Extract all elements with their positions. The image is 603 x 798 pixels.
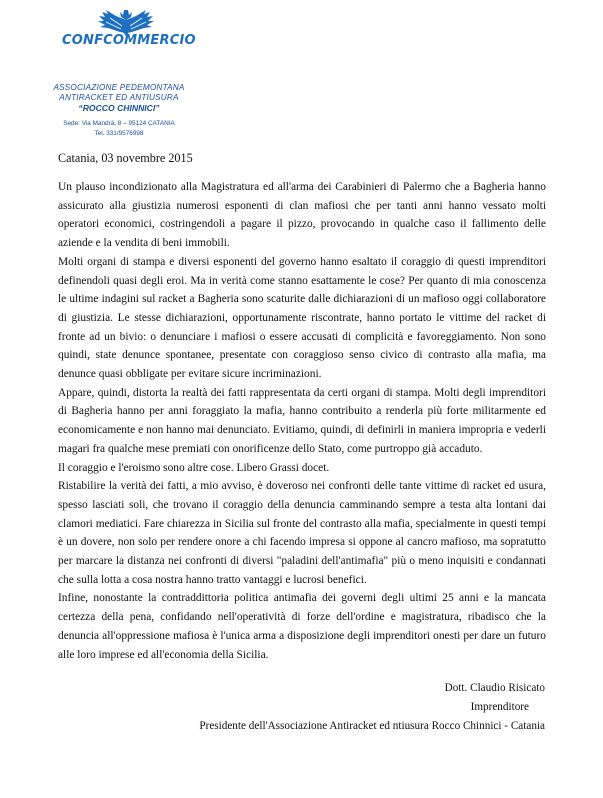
address-line: Sede: Via Mandrà, 8 – 95124 CATANIA xyxy=(63,120,175,127)
signatory-name: Dott. Claudio Risicato xyxy=(444,682,545,694)
association-line-3: “ROCCO CHINNICI” xyxy=(78,103,160,114)
association-line-2: ANTIRACKET ED ANTIUSURA xyxy=(59,93,179,103)
paragraph: Un plauso incondizionato alla Magistratura ed all'arma dei Carabinieri di Palermo che a Bagheria hanno assicurato alla giustizia numerosi esponenti di clan mafiosi che per tanti anni hanno vessato molti operatori economici, costringendoli a pagare il pizzo, provocando in qualche caso il fallimento delle aziende e la vendita di beni immobili. xyxy=(58,181,546,250)
signatory-title: Presidente dell'Associazione Antiracket ed ntiusura Rocco Chinnici - Catania xyxy=(199,720,545,732)
signatory-role: Imprenditore xyxy=(470,701,529,713)
phone-line: Tel. 331/9576998 xyxy=(94,130,144,137)
letterhead xyxy=(0,0,260,150)
signature-block xyxy=(199,679,545,736)
confcommercio-logo xyxy=(62,6,196,54)
paragraph: Appare, quindi, distorta la realtà dei fatti rappresentata da certi organi di stampa. Molti degli imprenditori di Bagheria hanno per anni foraggiato la mafia, hanno contribuito a renderla più forte militarmente ed economicamente e non hanno mai denunciato. Evitiamo, quindi, di definirli in maniera impropria e vederli magari fra qualche mese premiati con onorificenze dello Stato, come purtroppo già accaduto. xyxy=(58,386,546,455)
paragraph: Ristabilire la verità dei fatti, a mio avviso, è doveroso nei confronti delle tante vittime di racket ed usura, spesso lasciati soli, che trovano il coraggio della denuncia camminando sempre a testa alta lontani dai clamori mediatici. Fare chiarezza in Sicilia sul fronte del contrasto alla mafia, specialmente in questi tempi è un dovere, non solo per rendere onore a chi facendo impresa si oppone al cancro mafioso, ma sopratutto per marcare la distanza nei confronti di diversi "paladini dell'antimafia" più o meno inquisiti e condannati che sulla lotta a cosa nostra hanno tratto vantaggi e lucrosi benefici. xyxy=(58,480,546,586)
association-contact xyxy=(44,119,194,139)
association-line-1: ASSOCIAZIONE PEDEMONTANA xyxy=(53,83,185,92)
brand-name: CONFCOMMERCIO xyxy=(62,33,196,48)
paragraph: Infine, nonostante la contraddittoria politica antimafia dei governi degli ultimi 25 anni e la mancata certezza della pena, confidando nell'operatività di forze dell'ordine e magistratura, ribadisco che la denuncia all'oppressione mafiosa è l'unica arma a disposizione degli imprenditori onesti per dare un futuro alle loro imprese ed all'economia della Sicilia. xyxy=(58,592,546,661)
date-line: Catania, 03 novembre 2015 xyxy=(58,151,193,165)
letter-body xyxy=(58,178,546,664)
paragraph: Il coraggio e l'eroismo sono altre cose. Libero Grassi docet. xyxy=(58,461,330,474)
paragraph: Molti organi di stampa e diversi esponenti del governo hanno esaltato il coraggio di questi imprenditori definendoli quasi degli eroi. Ma in verità come stanno esattamente le cose? Per quanto di mia conoscenza le ultime indagini sul racket a Bagheria sono scaturite dalle dichiarazioni di un mafioso oggi collaboratore di giustizia. Le stesse dichiarazioni, opportunamente riscontrate, hanno portato le vittime del racket di fronte ad un bivio: o denunciare i mafiosi o essere accusati di complicità e favoreggiamento. Non sono quindi, state denunce spontanee, presentate con coraggioso senso civico di contrasto alla mafia, ma denunce quasi obbligate per evitare sicure incriminazioni. xyxy=(58,255,546,381)
association-name xyxy=(44,83,194,114)
